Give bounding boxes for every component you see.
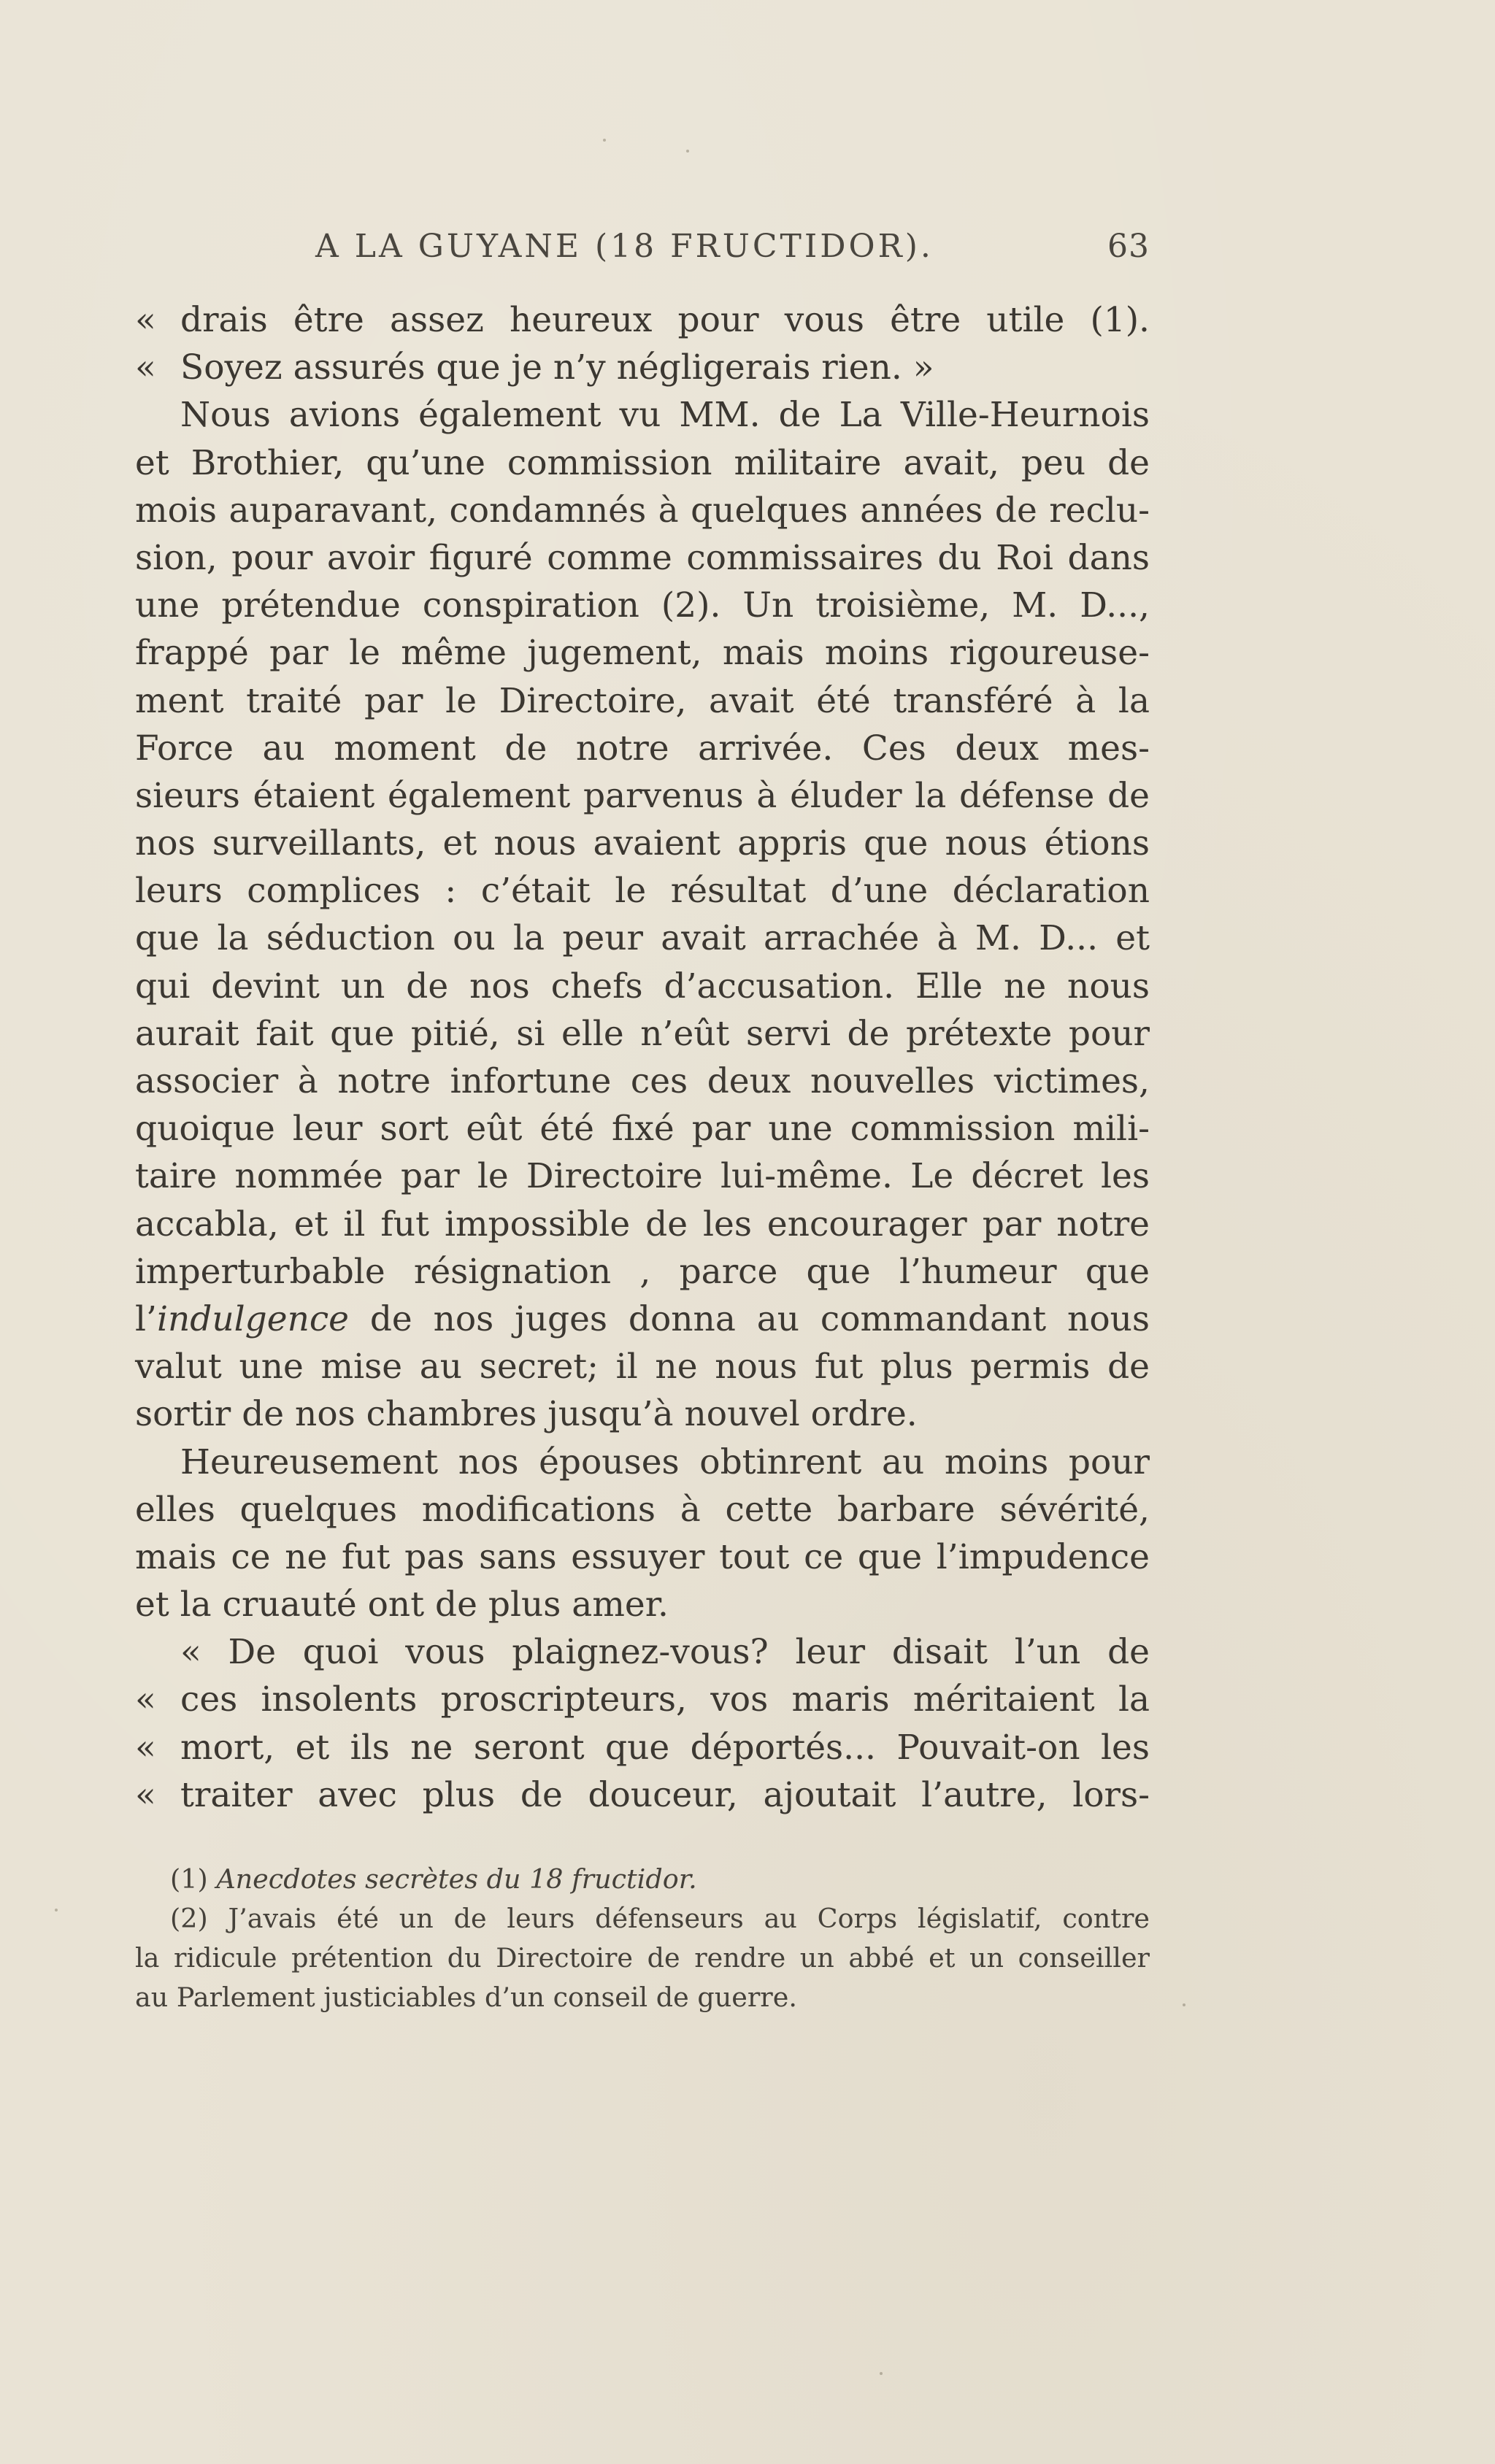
- text-line: l’indulgence de nos juges donna au commandant nous: [135, 1298, 1150, 1339]
- text-line: « mort, et ils ne seront que déportés... Pouvait-on les: [135, 1724, 1150, 1771]
- paragraph-end: et la cruauté ont de plus amer.: [135, 1585, 669, 1625]
- paper-speck: [1183, 2003, 1185, 2006]
- quote-mark: «: [135, 1727, 156, 1768]
- running-head: [135, 228, 1150, 272]
- text-line: sieurs étaient également parvenus à éluder la défense de: [135, 775, 1150, 816]
- text-line: ment traité par le Directoire, avait été transféré à la: [135, 680, 1150, 721]
- text-line: valut une mise au secret; il ne nous fut plus permis de: [135, 1347, 1150, 1387]
- footnote-2-continued: au Parlement justiciables d’un conseil de guerre.: [135, 1982, 797, 2013]
- paper-speck: [880, 2372, 883, 2375]
- text-line: elles quelques modifications à cette barbare sévérité,: [135, 1489, 1150, 1530]
- paper-speck: [603, 139, 606, 142]
- text-line: nos surveillants, et nous avaient appris que nous étions: [135, 823, 1150, 864]
- text-line: « Soyez assurés que je n’y négligerais rien. »: [135, 344, 1150, 391]
- chapter-title: A LA GUYANE (18 FRUCTIDOR).: [315, 228, 934, 265]
- text-line: une prétendue conspiration (2). Un troisième, M. D...,: [135, 585, 1150, 626]
- text-line: « ces insolents proscripteurs, vos maris méritaient la: [135, 1676, 1150, 1723]
- text-line: Force au moment de notre arrivée. Ces deux mes-: [135, 728, 1150, 769]
- text-line: « drais être assez heureux pour vous être utile (1).: [135, 296, 1150, 344]
- body-text: [135, 296, 1150, 1819]
- paragraph-start: Nous avions également vu MM. de La Ville-Heurnois: [180, 395, 1150, 436]
- text-line: imperturbable résignation , parce que l’humeur que: [135, 1251, 1150, 1292]
- text-line: et Brothier, qu’une commission militaire avait, peu de: [135, 442, 1150, 483]
- text-line: taire nommée par le Directoire lui-même. Le décret les: [135, 1156, 1150, 1197]
- quote-mark: «: [135, 1774, 156, 1815]
- text-line: que la séduction ou la peur avait arrachée à M. D... et: [135, 918, 1150, 959]
- paper-speck: [686, 150, 689, 153]
- italic-emphasis: indulgence: [156, 1298, 349, 1339]
- quote-mark: «: [135, 1679, 156, 1720]
- text-line: mais ce ne fut pas sans essuyer tout ce que l’impudence: [135, 1536, 1150, 1577]
- text-line: associer à notre infortune ces deux nouvelles victimes,: [135, 1061, 1150, 1101]
- paragraph-start: « De quoi vous plaignez-vous? leur disait l’un de: [180, 1632, 1150, 1673]
- footnotes: [135, 1860, 1150, 2017]
- quote-mark: «: [135, 347, 156, 388]
- footnote-2: (2) J’avais été un de leurs défenseurs au Corps législatif, contre: [170, 1903, 1150, 1934]
- paragraph-end: sortir de nos chambres jusqu’à nouvel ordre.: [135, 1394, 918, 1435]
- text-line: mois auparavant, condamnés à quelques années de reclu-: [135, 490, 1150, 531]
- text-line: « traiter avec plus de douceur, ajoutait l’autre, lors-: [135, 1771, 1150, 1819]
- footnote-citation: Anecdotes secrètes du 18 fructidor.: [216, 1863, 697, 1895]
- text-line: leurs complices : c’était le résultat d’une déclaration: [135, 871, 1150, 912]
- page-number: 63: [1107, 228, 1150, 265]
- footnote-2-continued: la ridicule prétention du Directoire de rendre un abbé et un conseiller: [135, 1942, 1150, 1974]
- paragraph-start: Heureusement nos épouses obtinrent au moins pour: [180, 1441, 1150, 1482]
- text-line: quoique leur sort eût été fixé par une commission mili-: [135, 1109, 1150, 1150]
- paper-speck: [55, 1909, 58, 1911]
- footnote-1: [135, 1860, 1150, 1899]
- text-line: sion, pour avoir figuré comme commissaires du Roi dans: [135, 537, 1150, 578]
- footnote-marker: (2): [170, 1903, 208, 1934]
- text-line: frappé par le même jugement, mais moins rigoureuse-: [135, 633, 1150, 674]
- footnote-marker: (1): [170, 1863, 208, 1895]
- quote-mark: «: [135, 300, 156, 340]
- text-line: accabla, et il fut impossible de les encourager par notre: [135, 1204, 1150, 1244]
- text-line: aurait fait que pitié, si elle n’eût servi de prétexte pour: [135, 1013, 1150, 1054]
- text-line: qui devint un de nos chefs d’accusation. Elle ne nous: [135, 966, 1150, 1006]
